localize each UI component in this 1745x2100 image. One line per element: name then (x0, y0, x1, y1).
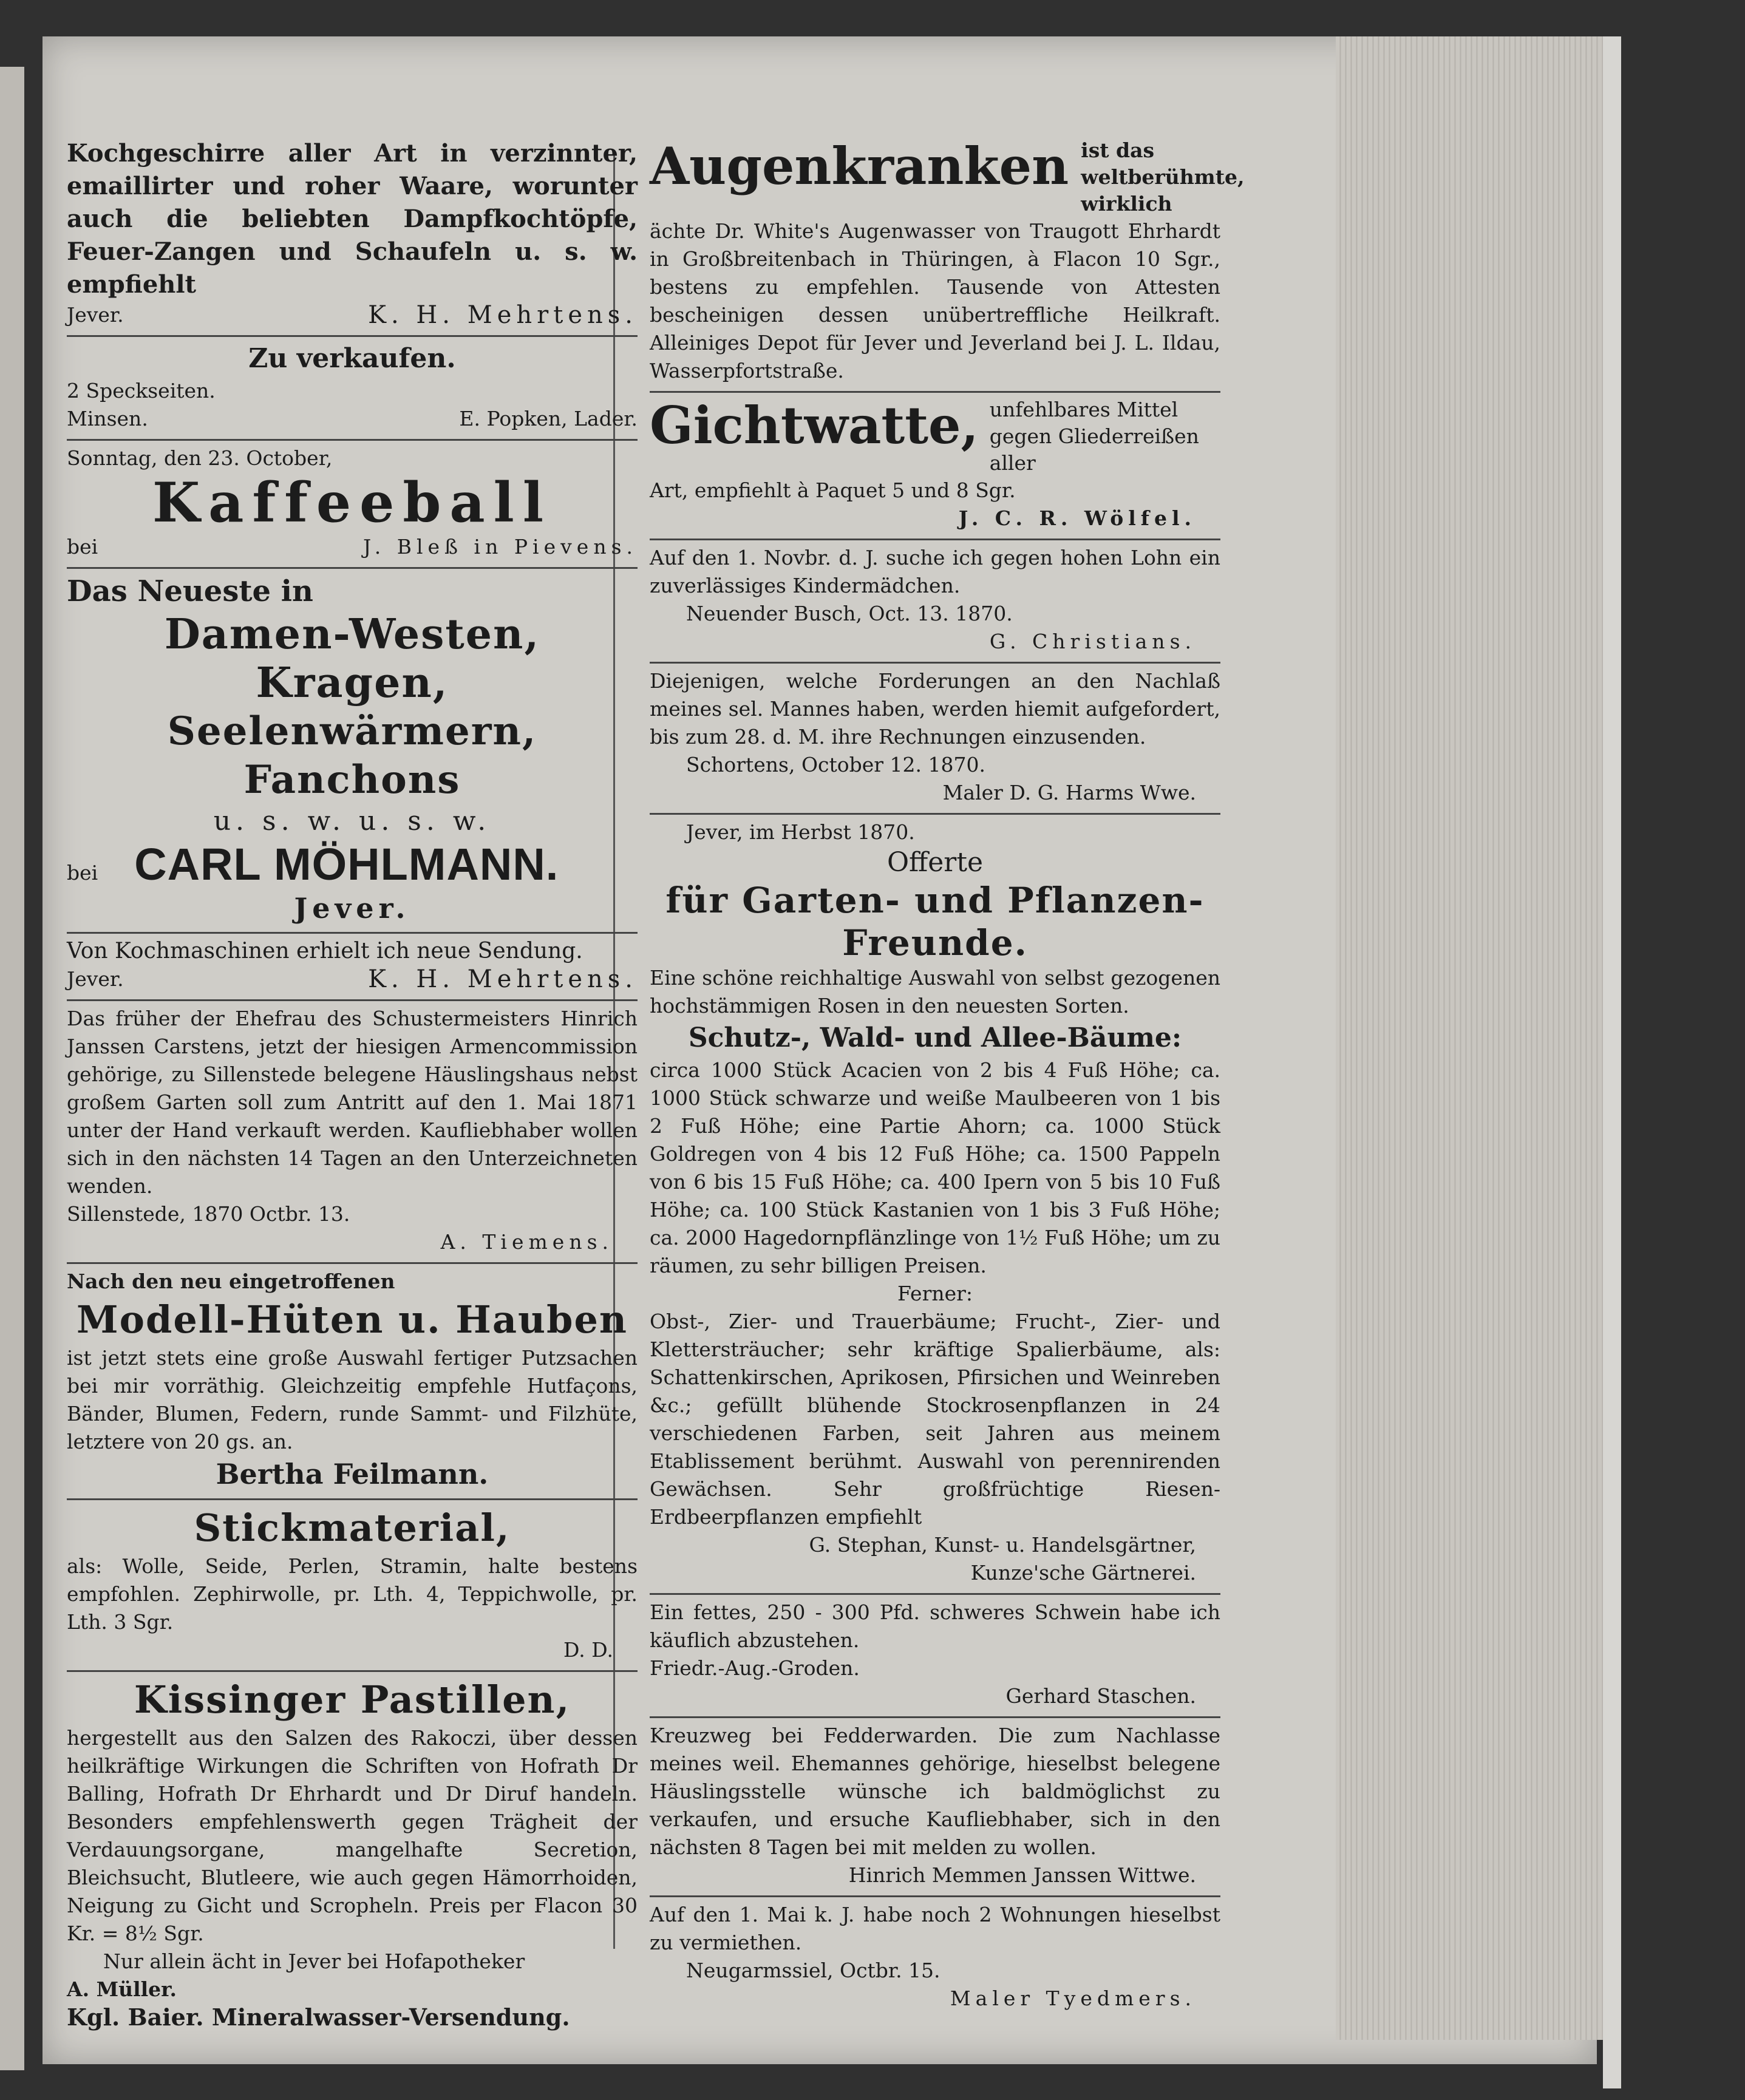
ad-text: Ein fettes, 250 - 300 Pfd. schweres Schwein habe ich käuflich abzustehen. (650, 1600, 1220, 1652)
ad-signer: D. D. (563, 1638, 613, 1662)
ad-date: Sonntag, den 23. October, (67, 446, 333, 470)
ad-signer: K. H. Mehrtens. (368, 301, 638, 329)
ad-signature (67, 405, 638, 433)
ad-kicker: Offerte (886, 847, 984, 878)
ad-nachlass (650, 664, 1220, 815)
ad-modell-hueten (67, 1264, 638, 1500)
ad-wohnungen (650, 1897, 1220, 2019)
ad-signer: G. Christians. (989, 630, 1196, 653)
ad-footer: Kgl. Baier. Mineralwasser-Versendung. (67, 2003, 570, 2031)
ad-damen-westen (67, 569, 638, 934)
ad-title: Seelenwärmern, Fanchons (167, 708, 537, 803)
ad-signer: J. Bleß in Pievens. (363, 535, 638, 559)
ad-subhead: Schutz-, Wald- und Allee-Bäume: (688, 1022, 1182, 1053)
ad-text: Diejenigen, welche Forderungen an den Nachlaß meines sel. Mannes haben, werden hiemit aufgefordert, bis zum 28. d. M. ihre Rechnungen einzusenden. (650, 669, 1220, 749)
ad-augenkranken (650, 134, 1245, 393)
ad-text: Art, empfiehlt à Paquet 5 und 8 Sgr. (650, 478, 1016, 502)
ad-text: 2 Speckseiten. (67, 379, 216, 403)
ad-side-text: ist das weltberühmte, wirklich (1081, 138, 1245, 216)
ad-signer: Kunze'sche Gärtnerei. (970, 1561, 1196, 1585)
ad-text: Kochgeschirre aller Art in verzinnter, emaillirter und roher Waare, worunter auch die beliebten Dampfkochtöpfe, Feuer-Zangen und Schaufeln u. s. w. empfiehlt (67, 139, 638, 299)
left-column (67, 134, 638, 2037)
ad-signer: G. Stephan, Kunst- u. Handelsgärtner, (809, 1533, 1196, 1557)
ad-signer: Hinrich Memmen Janssen Wittwe. (848, 1863, 1196, 1887)
ad-place: Friedr.-Aug.-Groden. (650, 1656, 860, 1680)
ad-name: A. Müller. (67, 1977, 177, 2001)
ad-prefix: bei (67, 535, 98, 559)
previous-page-edge (0, 67, 24, 2070)
ad-side-text: unfehlbares Mittel gegen Gliederreißen aller (989, 398, 1199, 475)
ad-title: Stickmaterial, (194, 1506, 511, 1550)
ad-text: als: Wolle, Seide, Perlen, Stramin, halte bestens empfohlen. Zephirwolle, pr. Lth. 4, Teppichwolle, pr. Lth. 3 Sgr. (67, 1554, 638, 1634)
ad-firm: CARL MÖHLMANN. (134, 839, 559, 889)
ad-kaffeeball (67, 441, 638, 569)
ad-ferner: Ferner: (897, 1282, 973, 1305)
book-fore-edge (1336, 36, 1603, 2040)
ad-title: Gichtwatte, (650, 395, 979, 455)
ad-signer: Gerhard Staschen. (1005, 1684, 1196, 1708)
ad-title: Kissinger Pastillen, (134, 1677, 571, 1722)
ad-headline-row (650, 396, 1220, 477)
ad-title: Modell-Hüten u. Hauben (77, 1297, 628, 1342)
ad-stickmaterial (67, 1500, 638, 1672)
ad-signer: K. H. Mehrtens. (368, 965, 638, 993)
ad-dateline: Jever, im Herbst 1870. (686, 820, 915, 844)
ad-signer: Bertha Feilmann. (216, 1458, 489, 1490)
ad-kindermaedchen (650, 540, 1220, 664)
ad-signer: E. Popken, Lader. (459, 407, 638, 430)
ad-signature (67, 533, 638, 561)
ad-intro: Eine schöne reichhaltige Auswahl von selbst gezogenen hochstämmigen Rosen in den neuesten Sorten. (650, 966, 1220, 1018)
ad-kochgeschirre (67, 134, 638, 337)
ad-gichtwatte (650, 393, 1220, 540)
book-cover-edge (1603, 36, 1621, 2088)
ad-place: Jever. (67, 303, 124, 327)
ad-place: Jever. (294, 892, 410, 925)
ad-title: Kaffeeball (152, 471, 553, 535)
ad-place: Sillenstede, 1870 Octbr. 13. (67, 1202, 350, 1226)
ad-haeuslingsstelle (650, 1718, 1220, 1897)
ad-garten-offerte (650, 815, 1220, 1595)
ad-line: u. s. w. u. s. w. (213, 806, 491, 837)
ad-signer: A. Tiemens. (440, 1230, 613, 1254)
ad-title: Freunde. (842, 922, 1028, 963)
ad-text: Auf den 1. Mai k. J. habe noch 2 Wohnungen hieselbst zu vermiethen. (650, 1903, 1220, 1954)
ad-haeuslingshaus (67, 1001, 638, 1264)
ad-place: Jever. (67, 967, 124, 991)
ad-title: Zu verkaufen. (248, 343, 456, 374)
ad-text: Kreuzweg bei Fedderwarden. Die zum Nachlasse meines weil. Ehemannes gehörige, hieselbst belegene Häuslingsstelle wünsche ich baldmöglichst zu verkaufen, und ersuche Kaufliebhaber, sich in den nächsten 8 Tagen bei mit melden zu wollen. (650, 1724, 1220, 1859)
ad-text: Auf den 1. Novbr. d. J. suche ich gegen hohen Lohn ein zuverlässiges Kindermädchen. (650, 546, 1220, 597)
ad-kochmaschinen (67, 934, 638, 1001)
right-column (650, 134, 1245, 2019)
ad-zu-verkaufen (67, 337, 638, 441)
ad-sale: Nur allein ächt in Jever bei Hofapotheker (103, 1949, 525, 1973)
ad-place: Minsen. (67, 407, 148, 430)
ad-title: für Garten- und Pflanzen- (665, 880, 1205, 921)
ad-firm-row (67, 838, 638, 891)
ad-text: Von Kochmaschinen erhielt ich neue Sendung. (67, 939, 583, 963)
ad-signer: Maler Tyedmers. (950, 1986, 1196, 2010)
ad-signature (67, 965, 638, 993)
ad-place: Neuender Busch, Oct. 13. 1870. (686, 602, 1013, 625)
ad-schwein (650, 1595, 1220, 1718)
ad-text: Obst-, Zier- und Trauerbäume; Frucht-, Zier- und Klettersträucher; sehr kräftige Spalierbäume, als: Schattenkirschen, Aprikosen, Pfirsichen und Weinreben &c.; gefüllt blühende Stockrosenpflanzen in 24 verschiedenen Farben, seit Jahren aus meinem Etablissement berühmt. Auswahl von perennirenden Gewächsen. Sehr großfrüchtige Riesen-Erdbeerpflanzen empfiehlt (650, 1310, 1220, 1529)
ad-text: ächte Dr. White's Augenwasser von Traugott Ehrhardt in Großbreitenbach in Thüringen, à Flacon 10 Sgr., bestens zu empfehlen. Tausende von Attesten bescheinigen dessen unübertreffliche Heilkraft. Alleiniges Depot für Jever und Jeverland bei J. L. Ildau, Wasserpfortstraße. (650, 219, 1220, 382)
ad-headline-row (650, 136, 1245, 217)
ad-intro: Nach den neu eingetroffenen (67, 1269, 395, 1293)
ad-kissinger-pastillen (67, 1672, 638, 2037)
ad-signer: J. C. R. Wölfel. (958, 506, 1196, 530)
ad-text: hergestellt aus den Salzen des Rakoczi, über dessen heilkräftige Wirkungen die Schriften von Hofrath Dr Balling, Hofrath Dr Ehrhardt und Dr Diruf handeln. Besonders empfehlenswerth gegen Trägheit der Verdauungsorgane, mangelhafte Secretion, Bleichsucht, Blutleere, wie auch gegen Hämorrhoiden, Neigung zu Gicht und Scropheln. Preis per Flacon 30 Kr. = 8½ Sgr. (67, 1726, 638, 1945)
ad-place: Neugarmssiel, Octbr. 15. (686, 1959, 941, 1982)
ad-text: Das früher der Ehefrau des Schustermeisters Hinrich Janssen Carstens, jetzt der hiesigen Armencommission gehörige, zu Sillenstede belegene Häuslingshaus nebst großem Garten soll zum Antritt auf den 1. Mai 1871 unter der Hand verkauft werden. Kaufliebhaber wollen sich in den nächsten 14 Tagen an den Unterzeichneten wenden. (67, 1007, 638, 1198)
ad-place: Schortens, October 12. 1870. (686, 753, 985, 776)
ad-text: ist jetzt stets eine große Auswahl fertiger Putzsachen bei mir vorräthig. Gleichzeitig empfehle Hutfaçons, Bänder, Blumen, Federn, runde Sammt- und Filzhüte, letztere von 20 gs. an. (67, 1346, 638, 1453)
ad-text: circa 1000 Stück Acacien von 2 bis 4 Fuß Höhe; ca. 1000 Stück schwarze und weiße Maulbeeren von 1 bis 2 Fuß Höhe; eine Partie Ahorn; ca. 1000 Stück Goldregen von 4 bis 12 Fuß Höhe; ca. 1500 Pappeln von 6 bis 15 Fuß Höhe; ca. 400 Ipern von 5 bis 10 Fuß Höhe; ca. 100 Stück Kastanien von 1 bis 3 Fuß Höhe; ca. 2000 Hagedornpflänzlinge von 1½ Fuß Höhe; um zu räumen, zu sehr billigen Preisen. (650, 1058, 1220, 1277)
ad-title: Damen-Westen, Kragen, (164, 610, 540, 707)
ad-line: Das Neueste in (67, 574, 313, 608)
ad-signature (67, 301, 638, 329)
ad-title: Augenkranken (650, 136, 1069, 196)
ad-prefix: bei (67, 861, 98, 885)
ad-signer: Maler D. G. Harms Wwe. (942, 781, 1196, 804)
